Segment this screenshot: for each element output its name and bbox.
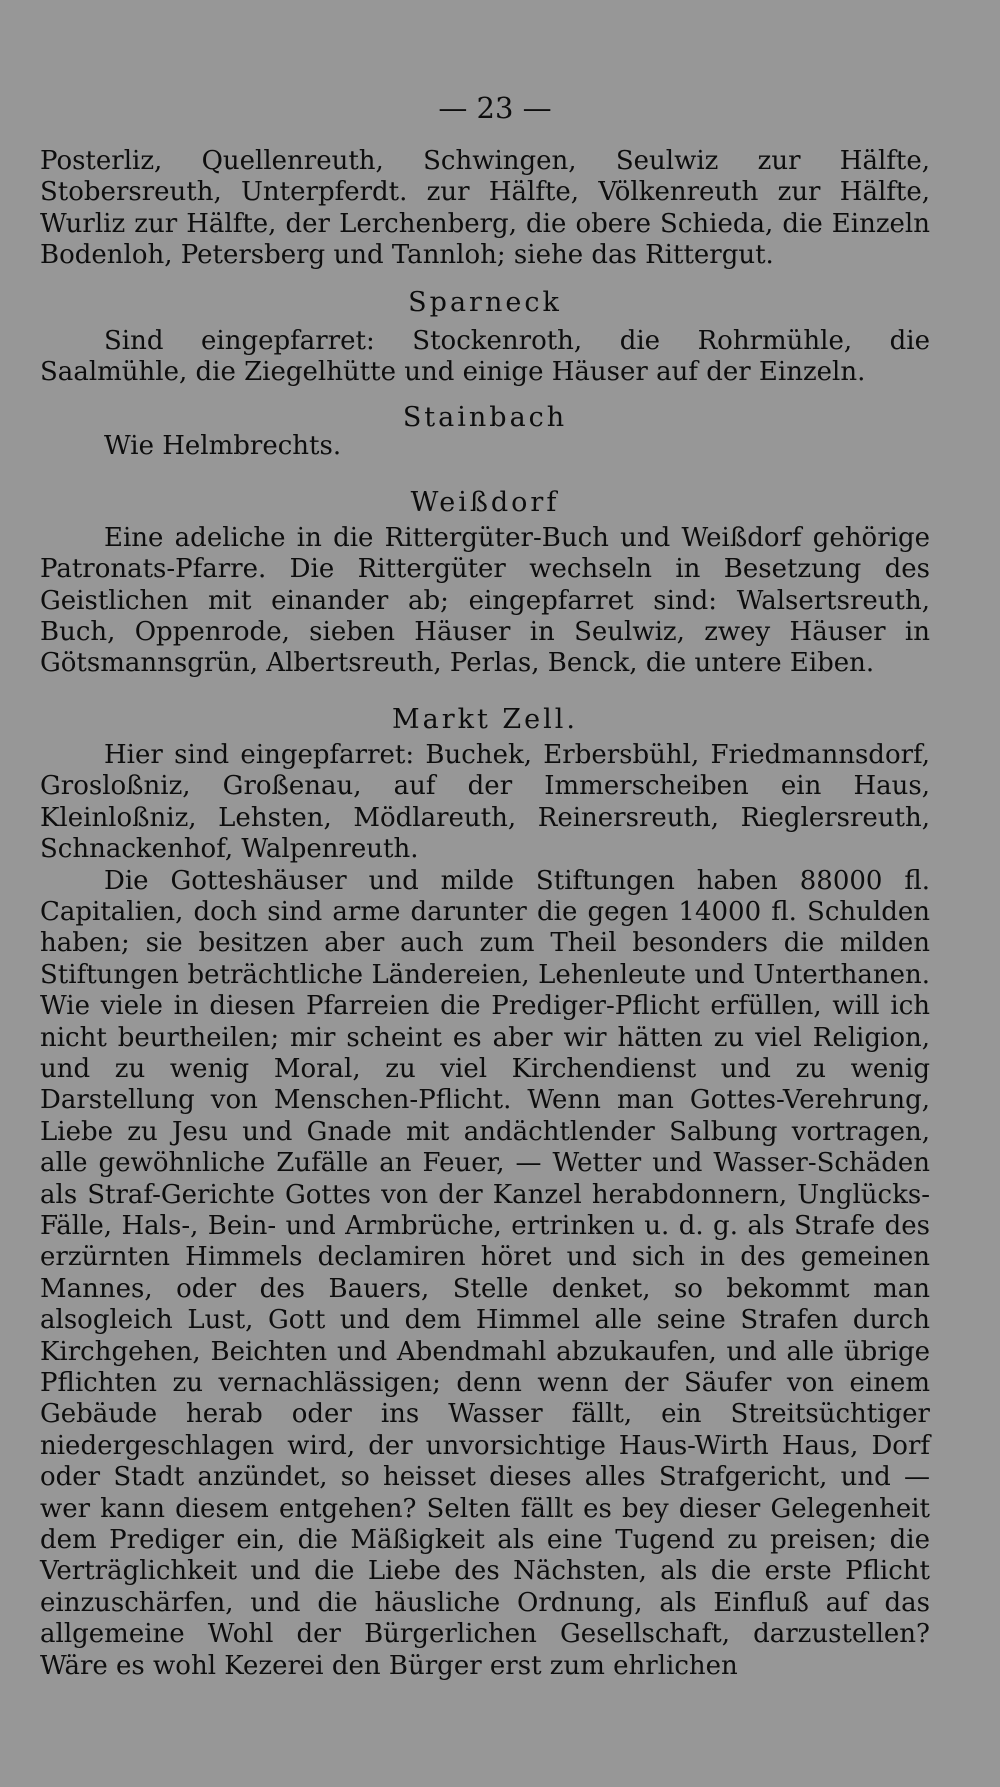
- stainbach-paragraph: Wie Helmbrechts.: [104, 431, 342, 462]
- section-heading-sparneck: Sparneck: [408, 286, 562, 318]
- weissdorf-paragraph: Eine adeliche in die Rittergüter-Buch und Weißdorf gehörige Patronats-Pfarre. Die Rittergüter wechseln in Besetzung des Geistlichen mit einander ab; eingepfarret sind: Walsertsreuth, Buch, Oppenrode, sieben Häuser in Seulwiz, zwey Häuser in Götsmannsgrün, Albertsreuth, Perlas, Benck, die untere Eiben.: [40, 522, 930, 679]
- section-heading-markt-zell: Markt Zell.: [391, 703, 579, 735]
- section-heading-stainbach: Stainbach: [402, 402, 568, 434]
- section-heading-weissdorf: Weißdorf: [410, 486, 560, 518]
- section-stainbach: [40, 400, 930, 462]
- page-number: — 23 —: [438, 91, 552, 125]
- sparneck-paragraph: Sind eingepfarret: Stockenroth, die Rohrmühle, die Saalmühle, die Ziegelhütte und einige Häuser auf der Einzeln.: [40, 325, 930, 388]
- intro-paragraph: Posterliz, Quellenreuth, Schwingen, Seulwiz zur Hälfte, Stobersreuth, Unterpferdt. zur Hälfte, Völkenreuth zur Hälfte, Wurliz zur Hälfte, der Lerchenberg, die obere Schieda, die Einzeln Bodenloh, Petersberg und Tannloh; siehe das Rittergut.: [40, 146, 930, 271]
- markt-zell-paragraph-1: Hier sind eingepfarret: Buchek, Erbersbühl, Friedmannsdorf, Grosloßniz, Großenau, auf der Immerscheiben ein Haus, Kleinloßniz, Lehsten, Mödlareuth, Reinersreuth, Rieglersreuth, Schnackenhof, Walpenreuth.: [40, 739, 930, 865]
- markt-zell-paragraph-2: Die Gotteshäuser und milde Stiftungen haben 88000 fl. Capitalien, doch sind arme darunter die gegen 14000 fl. Schulden haben; sie besitzen aber auch zum Theil besonders die milden Stiftungen beträchtliche Ländereien, Lehenleute und Unterthanen. Wie viele in diesen Pfarreien die Prediger-Pflicht erfüllen, will ich nicht beurtheilen; mir scheint es aber wir hätten zu viel Religion, und zu wenig Moral, zu viel Kirchendienst und zu wenig Darstellung von Menschen-Pflicht. Wenn man Gottes-Verehrung, Liebe zu Jesu und Gnade mit andächtlender Salbung vortragen, alle gewöhnliche Zufälle an Feuer, — Wetter und Wasser-Schäden als Straf-Gerichte Gottes von der Kanzel herabdonnern, Unglücks-Fälle, Hals-, Bein- und Armbrüche, ertrinken u. d. g. als Strafe des erzürnten Himmels declamiren höret und sich in des gemeinen Mannes, oder des Bauers, Stelle denket, so bekommt man alsogleich Lust, Gott und dem Himmel alle seine Strafen durch Kirchgehen, Beichten und Abendmahl abzukaufen, und alle übrige Pflichten zu vernachlässigen; denn wenn der Säufer von einem Gebäude herab oder ins Wasser fällt, ein Streitsüchtiger niedergeschlagen wird, der unvorsichtige Haus-Wirth Haus, Dorf oder Stadt anzündet, so heisset dieses alles Strafgericht, und — wer kann diesem entgehen? Selten fällt es bey dieser Gelegenheit dem Prediger ein, die Mäßigkeit als eine Tugend zu preisen; die Verträglichkeit und die Liebe des Nächsten, als die erste Pflicht einzuschärfen, und die häusliche Ordnung, als Einfluß auf das allgemeine Wohl der Bürgerlichen Gesellschaft, darzustellen? Wäre es wohl Kezerei den Bürger erst zum ehrlichen: [40, 865, 930, 1681]
